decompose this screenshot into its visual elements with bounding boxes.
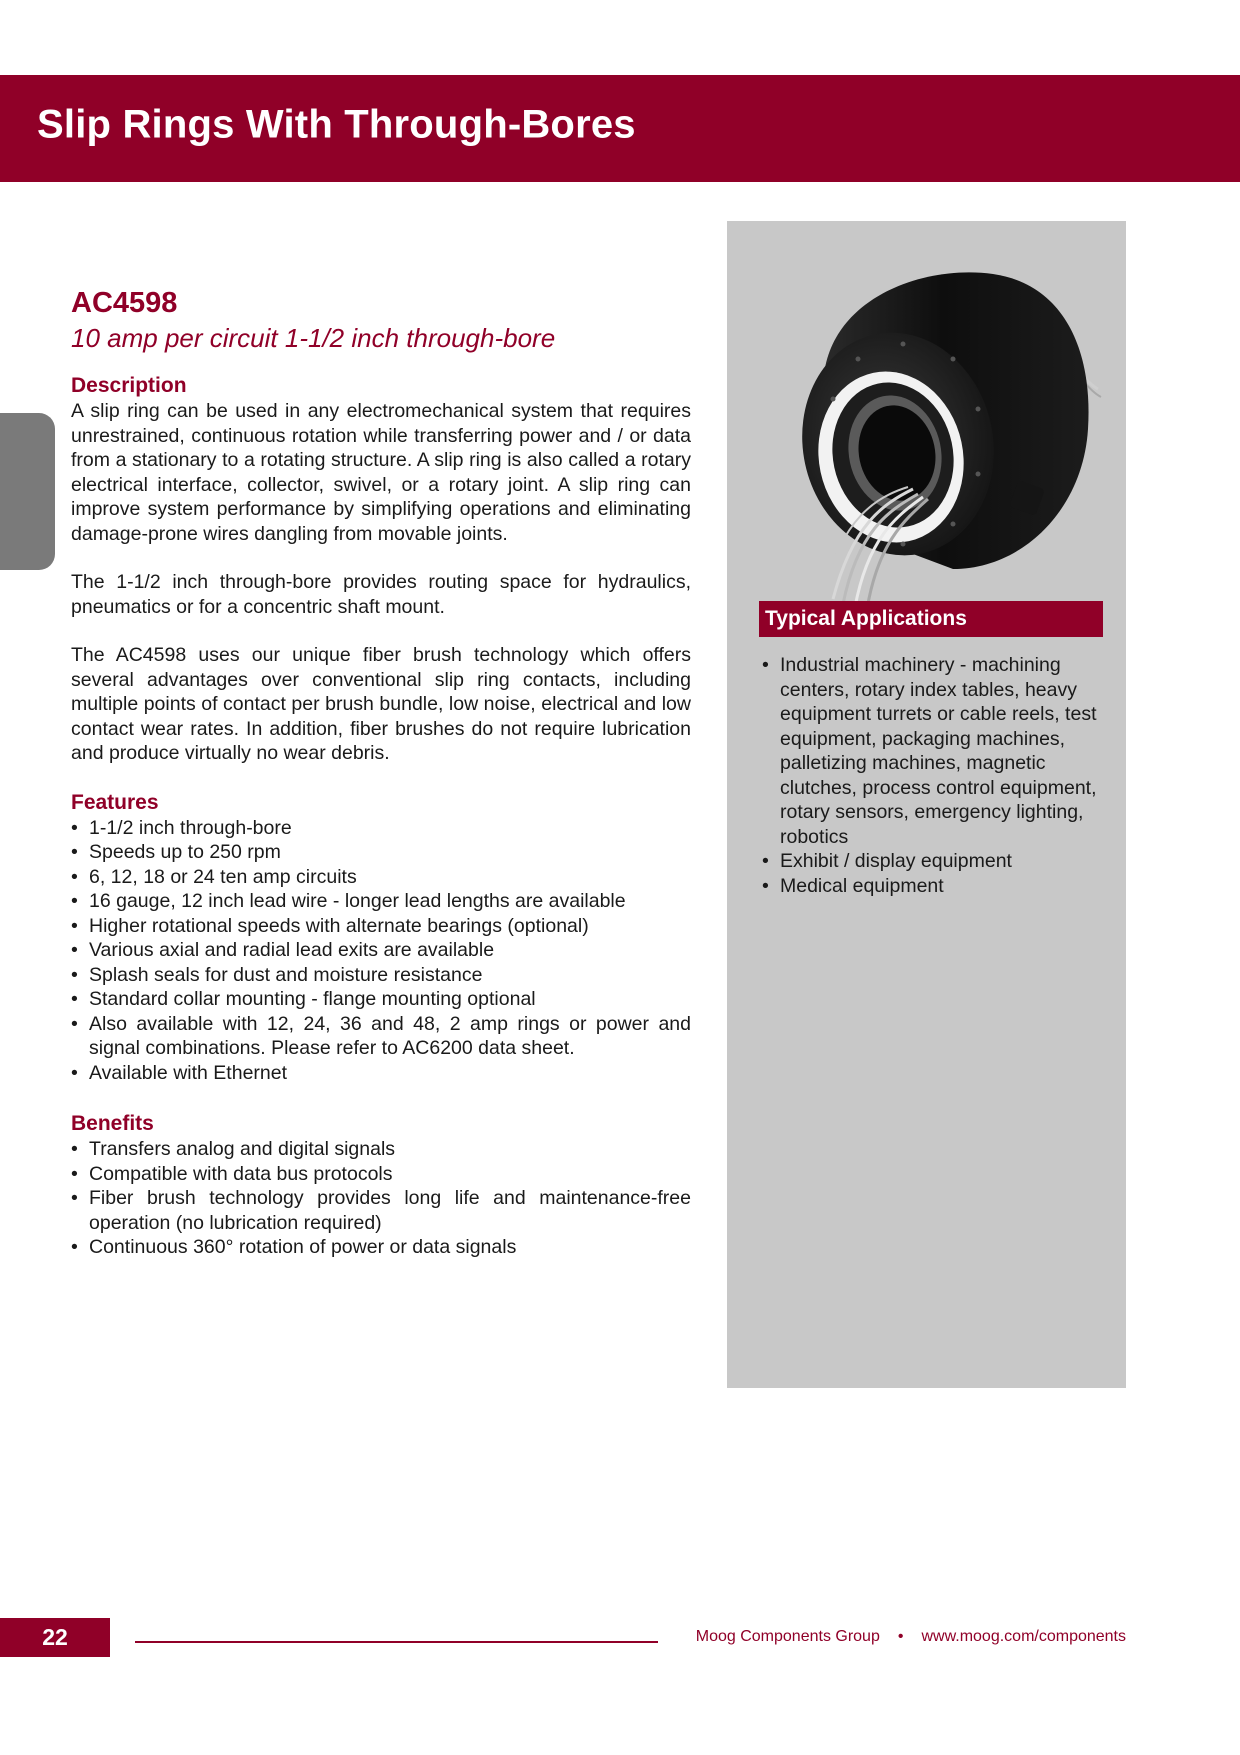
list-item: • Continuous 360° rotation of power or data signals [71,1235,691,1260]
description-paragraph: A slip ring can be used in any electromechanical system that requires unrestrained, continuous rotation while transferring power and / or data from a stationary to a rotating structure. A slip ring is also called a rotary electrical interface, collector, swivel, or a rotary joint. A slip ring can improve system performance by simplifying operations and eliminating damage-prone wires dangling from movable joints. [71,400,691,545]
main-column [71,285,691,1286]
company-name: Moog Components Group [695,1628,880,1645]
description-paragraph: The AC4598 uses our unique fiber brush technology which offers several advantages over conventional slip ring contacts, including multiple points of contact per brush bundle, low noise, electrical and low contact wear rates. In addition, fiber brushes do not require lubrication and produce virtually no wear debris. [71,644,691,764]
list-item: • Available with Ethernet [71,1061,691,1086]
list-item: • Transfers analog and digital signals [71,1137,691,1162]
website-link[interactable]: www.moog.com/components [921,1628,1126,1645]
list-item: • Splash seals for dust and moisture resistance [71,963,691,988]
title-banner [0,75,1240,182]
description-heading: Description [71,374,187,397]
list-item: • Also available with 12, 24, 36 and 48, 2 amp rings or power and signal combinations. Please refer to AC6200 data sheet. [71,1012,691,1061]
list-item: • Higher rotational speeds with alternate bearings (optional) [71,914,691,939]
list-item: • Various axial and radial lead exits are available [71,938,691,963]
footer-divider [135,1641,658,1643]
side-tab-marker [0,413,55,570]
page-number: 22 [0,1618,110,1657]
list-item: • Industrial machinery - machining centers, rotary index tables, heavy equipment turrets or cable reels, test equipment, packaging machines, palletizing machines, magnetic clutches, process control equipment, rotary sensors, emergency lighting, robotics [762,653,1112,849]
list-item: • Exhibit / display equipment [762,849,1112,874]
slip-ring-photo [763,239,1103,624]
applications-heading: Typical Applications [759,601,1103,637]
applications-list [762,653,1112,898]
description-paragraph: The 1-1/2 inch through-bore provides routing space for hydraulics, pneumatics or for a concentric shaft mount. [71,571,691,618]
footer-info [696,1628,1126,1646]
features-heading: Features [71,790,159,814]
page-title: Slip Rings With Through-Bores [37,102,636,147]
list-item: • Speeds up to 250 rpm [71,840,691,865]
product-subtitle: 10 amp per circuit 1-1/2 inch through-bore [71,323,556,353]
benefits-heading: Benefits [71,1112,154,1135]
list-item: • Fiber brush technology provides long life and maintenance-free operation (no lubrication required) [71,1186,691,1235]
benefits-list [71,1137,691,1260]
list-item: • Compatible with data bus protocols [71,1162,691,1187]
list-item: • 6, 12, 18 or 24 ten amp circuits [71,865,691,890]
list-item: • Medical equipment [762,874,1112,899]
applications-panel [727,221,1126,1388]
list-item: • Standard collar mounting - flange mounting optional [71,987,691,1012]
list-item: • 16 gauge, 12 inch lead wire - longer lead lengths are available [71,889,691,914]
footer-separator: • [897,1628,904,1645]
list-item: • 1-1/2 inch through-bore [71,816,691,841]
features-list [71,816,691,1086]
product-code: AC4598 [71,287,178,319]
